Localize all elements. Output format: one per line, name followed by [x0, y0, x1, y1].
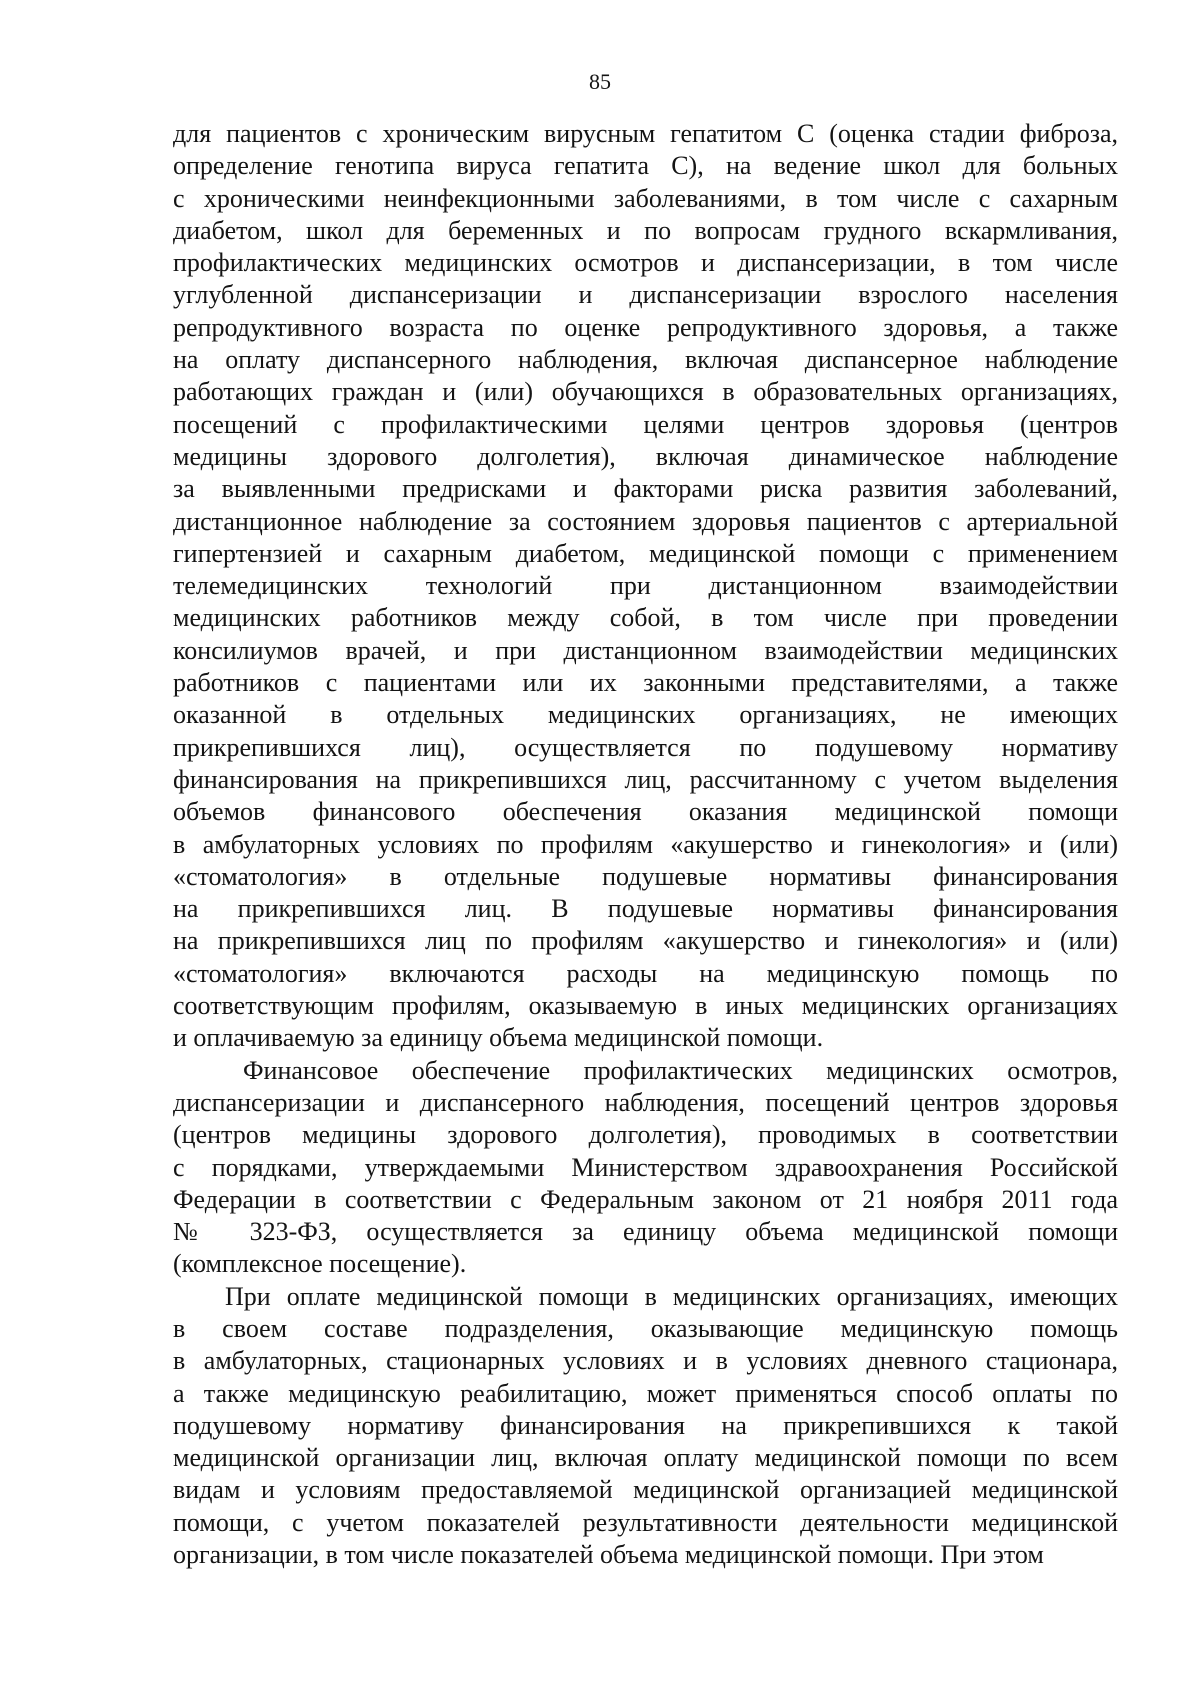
text-line: (центров медицины здорового долголетия), проводимых в соответствии [173, 1120, 1118, 1150]
text-line: и оплачиваемую за единицу объема медицинской помощи. [173, 1023, 824, 1053]
text-line: диспансеризации и диспансерного наблюдения, посещений центров здоровья [173, 1087, 1118, 1117]
text-line: подушевому нормативу финансирования на прикрепившихся к такой [173, 1410, 1118, 1440]
text-line: организации, в том числе показателей объема медицинской помощи. При этом [173, 1540, 1044, 1570]
text-line: дистанционное наблюдение за состоянием здоровья пациентов с артериальной [173, 506, 1118, 536]
text-line: диабетом, школ для беременных и по вопросам грудного вскармливания, [173, 215, 1118, 245]
text-line: «стоматология» в отдельные подушевые нормативы финансирования [173, 861, 1118, 891]
text-line: помощи, с учетом показателей результативности деятельности медицинской [173, 1507, 1118, 1537]
text-line: работников с пациентами или их законными представителями, а также [173, 668, 1118, 698]
text-line: медицинских работников между собой, в том числе при проведении [173, 603, 1118, 633]
text-line: медицинской организации лиц, включая оплату медицинской помощи по всем [173, 1443, 1118, 1473]
text-line: видам и условиям предоставляемой медицинской организацией медицинской [173, 1475, 1118, 1505]
text-line: объемов финансового обеспечения оказания медицинской помощи [173, 797, 1118, 827]
page-number: 85 [589, 69, 611, 94]
document-body [173, 118, 1118, 1571]
text-line: в амбулаторных, стационарных условиях и в условиях дневного стационара, [173, 1346, 1118, 1376]
text-line: профилактических медицинских осмотров и диспансеризации, в том числе [173, 248, 1118, 278]
text-line: (комплексное посещение). [173, 1249, 467, 1279]
paragraph-2 [173, 1055, 1118, 1281]
text-line: прикрепившихся лиц), осуществляется по подушевому нормативу [173, 732, 1118, 762]
text-line: на оплату диспансерного наблюдения, включая диспансерное наблюдение [173, 345, 1118, 375]
paragraph-1 [173, 118, 1118, 1055]
text-line: соответствующим профилям, оказываемую в иных медицинских организациях [173, 991, 1118, 1021]
text-line: с порядками, утверждаемыми Министерством здравоохранения Российской [173, 1152, 1118, 1182]
text-line: посещений с профилактическими целями центров здоровья (центров [173, 409, 1118, 439]
text-line: медицины здорового долголетия), включая динамическое наблюдение [173, 441, 1118, 471]
text-line: за выявленными предрисками и факторами риска развития заболеваний, [173, 474, 1118, 504]
text-line: оказанной в отдельных медицинских организациях, не имеющих [173, 700, 1118, 730]
paragraph-3 [173, 1281, 1118, 1572]
text-line: в амбулаторных условиях по профилям «акушерство и гинекология» и (или) [173, 829, 1118, 859]
text-line: гипертензией и сахарным диабетом, медицинской помощи с применением [173, 538, 1118, 568]
text-line: № 323-ФЗ, осуществляется за единицу объема медицинской помощи [173, 1217, 1118, 1247]
text-line: работающих граждан и (или) обучающихся в образовательных организациях, [173, 377, 1118, 407]
text-line: а также медицинскую реабилитацию, может применяться способ оплаты по [173, 1378, 1118, 1408]
text-line: определение генотипа вируса гепатита С), на ведение школ для больных [173, 151, 1118, 181]
text-line: консилиумов врачей, и при дистанционном взаимодействии медицинских [173, 635, 1118, 665]
text-line: углубленной диспансеризации и диспансеризации взрослого населения [173, 280, 1118, 310]
text-line: Федерации в соответствии с Федеральным законом от 21 ноября 2011 года [173, 1184, 1118, 1214]
text-line: Финансовое обеспечение профилактических медицинских осмотров, [243, 1055, 1118, 1085]
text-line: в своем составе подразделения, оказывающие медицинскую помощь [173, 1313, 1118, 1343]
text-line: При оплате медицинской помощи в медицинских организациях, имеющих [225, 1281, 1118, 1311]
text-line: финансирования на прикрепившихся лиц, рассчитанному с учетом выделения [173, 764, 1118, 794]
text-line: телемедицинских технологий при дистанционном взаимодействии [173, 571, 1118, 601]
text-line: на прикрепившихся лиц по профилям «акушерство и гинекология» и (или) [173, 926, 1118, 956]
text-line: «стоматология» включаются расходы на медицинскую помощь по [173, 958, 1118, 988]
text-line: на прикрепившихся лиц. В подушевые нормативы финансирования [173, 894, 1118, 924]
text-line: репродуктивного возраста по оценке репродуктивного здоровья, а также [173, 312, 1118, 342]
text-line: для пациентов с хроническим вирусным гепатитом С (оценка стадии фиброза, [173, 119, 1118, 148]
text-line: с хроническими неинфекционными заболеваниями, в том числе с сахарным [173, 183, 1118, 213]
